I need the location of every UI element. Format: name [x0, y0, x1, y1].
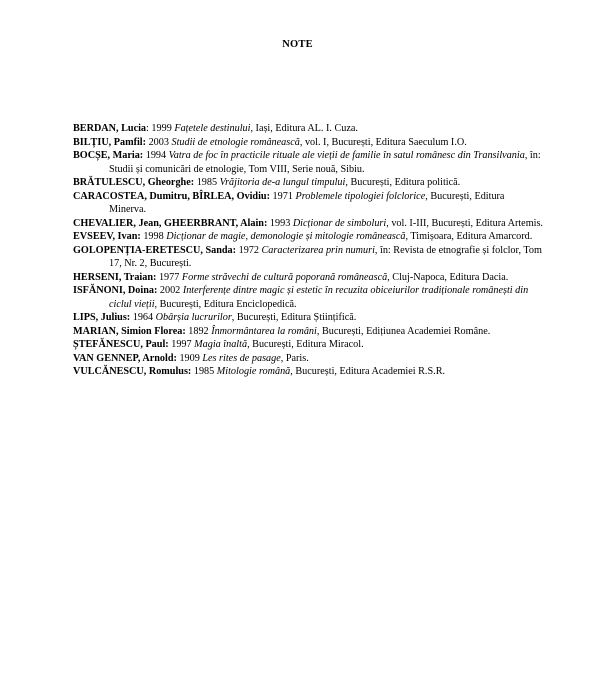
bibliography-entry — [73, 284, 543, 311]
entry-author: MARIAN, Simion Florea: — [73, 325, 186, 337]
entry-author: HERSENI, Traian: — [73, 271, 157, 283]
entry-work: Dicționar de magie, demonologie și mitologie românească — [166, 231, 406, 242]
entry-author: BOCȘE, Maria: — [73, 150, 144, 161]
entry-author: GOLOPENȚIA-ERETESCU, Sanda: — [73, 244, 237, 256]
entry-year: 1977 — [156, 271, 182, 283]
entry-work: Magia înaltă — [194, 339, 248, 350]
entry-publication: , București, Editura Enciclopedică. — [154, 298, 297, 310]
bibliography-entry — [73, 365, 543, 379]
entry-year: 1972 — [236, 244, 262, 256]
entry-work: Dicționar de simboluri — [292, 217, 387, 229]
bibliography-list — [73, 122, 543, 379]
bibliography-entry — [73, 244, 543, 271]
entry-publication: , Paris. — [280, 352, 309, 364]
bibliography-entry — [73, 149, 543, 176]
entry-publication: , vol. I-III, București, Editura Artemis. — [386, 217, 543, 229]
entry-author: BRĂTULESCU, Gheorghe: — [73, 177, 195, 188]
entry-work: Mitologie română — [216, 366, 291, 377]
entry-author: EVSEEV, Ivan: — [73, 231, 141, 242]
entry-work: Les rites de pasage — [202, 352, 281, 364]
entry-publication: , București, Editura Minerva. — [109, 190, 505, 215]
entry-author: BILȚIU, Pamfil: — [73, 136, 147, 148]
entry-author: ȘTEFĂNESCU, Paul: — [73, 339, 169, 350]
bibliography-entry — [73, 230, 543, 244]
bibliography-entry — [73, 176, 543, 190]
entry-year: 1997 — [168, 339, 195, 350]
entry-author: CARACOSTEA, Dumitru, BÎRLEA, Ovidiu: — [73, 190, 270, 202]
entry-publication: , București, Edițiunea Academiei Române. — [316, 325, 491, 337]
entry-publication: , București, Editura Științifică. — [231, 312, 357, 323]
entry-publication: , Cluj-Napoca, Editura Dacia. — [387, 271, 509, 283]
entry-author: ISFĂNONI, Doina: — [73, 285, 158, 296]
entry-author: VAN GENNEP, Arnold: — [73, 352, 177, 364]
bibliography-entry — [73, 136, 543, 150]
entry-year: 1994 — [143, 150, 169, 161]
entry-work: Vrăjitoria de-a lungul timpului — [219, 177, 346, 188]
page-title: NOTE — [282, 39, 313, 50]
entry-work: Problemele tipologiei folclorice — [295, 190, 426, 202]
bibliography-entry — [73, 311, 543, 325]
entry-author: VULCĂNESCU, Romulus: — [73, 366, 192, 377]
entry-year: 1892 — [185, 325, 212, 337]
entry-publication: , București, Editura Academiei R.S.R. — [290, 366, 446, 377]
bibliography-entry — [73, 122, 543, 136]
entry-work: Vatra de foc în practicile rituale ale vieții de familie în satul românesc din Transilvania — [168, 150, 525, 161]
entry-year: 1985 — [191, 366, 217, 377]
entry-work: Forme străvechi de cultură poporană românească — [181, 271, 388, 283]
entry-work: Înmormântarea la români — [211, 325, 317, 337]
bibliography-entry — [73, 217, 543, 231]
entry-year: 2002 — [157, 285, 183, 296]
bibliography-entry — [73, 352, 543, 366]
entry-publication: , în: Studii și comunicări de etnologie, Tom VIII, Serie nouă, Sibiu. — [109, 150, 541, 175]
entry-publication: , în: Revista de etnografie și folclor, Tom 17, Nr. 2, București. — [109, 244, 542, 269]
entry-work: Caracterizarea prin numuri — [261, 244, 375, 256]
entry-year: 1964 — [130, 312, 156, 323]
entry-year: 1993 — [267, 217, 293, 229]
entry-work: Studii de etnologie românească — [171, 136, 300, 148]
entry-author: LIPS, Julius: — [73, 312, 131, 323]
entry-publication: , Iași, Editura AL. I. Cuza. — [250, 123, 358, 134]
entry-publication: , București, Editura Miracol. — [247, 339, 364, 350]
bibliography-entry — [73, 325, 543, 339]
entry-year: 1985 — [194, 177, 220, 188]
bibliography-entry — [73, 338, 543, 352]
entry-year: 1909 — [176, 352, 203, 364]
entry-author: CHEVALIER, Jean, GHEERBRANT, Alain: — [73, 217, 268, 229]
entry-year: 1998 — [140, 231, 167, 242]
entry-year: 2003 — [146, 136, 172, 148]
entry-work: Fațetele destinului — [174, 123, 251, 134]
entry-year: : 1999 — [146, 123, 175, 134]
entry-publication: , vol. I, București, Editura Saeculum I.O. — [299, 136, 467, 148]
bibliography-entry — [73, 271, 543, 285]
entry-work: Interferențe dintre magic și estetic în recuzita obiceiurilor tradiționale românești din ciclul vieții — [109, 285, 529, 310]
entry-year: 1971 — [270, 190, 296, 202]
entry-publication: , Timișoara, Editura Amarcord. — [405, 231, 533, 242]
bibliography-entry — [73, 190, 543, 217]
entry-author: BERDAN, Lucia — [73, 123, 147, 134]
entry-publication: , București, Editura politică. — [345, 177, 461, 188]
entry-work: Obârșia lucrurilor — [155, 312, 232, 323]
